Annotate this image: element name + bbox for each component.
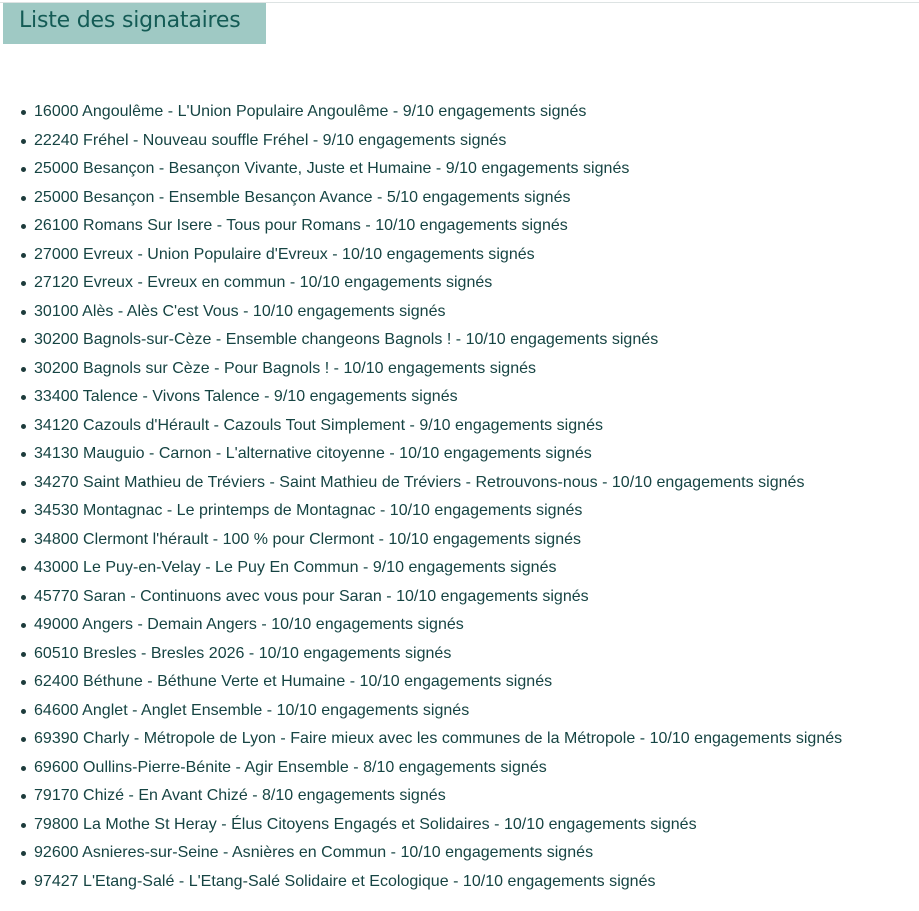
bullet-icon [21, 538, 26, 543]
list-item [0, 241, 842, 270]
list-item-text: 62400 Béthune - Béthune Verte et Humaine - 10/10 engagements signés [34, 673, 553, 690]
list-item [0, 98, 842, 127]
list-item [0, 212, 842, 241]
bullet-icon [21, 680, 26, 685]
bullet-icon [21, 823, 26, 828]
list-item [0, 811, 842, 840]
list-item [0, 326, 842, 355]
list-item [0, 355, 842, 384]
bullet-icon [21, 595, 26, 600]
list-item [0, 697, 842, 726]
list-item [0, 497, 842, 526]
list-item [0, 868, 842, 897]
bullet-icon [21, 851, 26, 856]
bullet-icon [21, 652, 26, 657]
list-item [0, 725, 842, 754]
list-item [0, 611, 842, 640]
list-item-text: 27000 Evreux - Union Populaire d'Evreux - 10/10 engagements signés [34, 245, 535, 263]
list-item-text: 30200 Bagnols sur Cèze - Pour Bagnols ! - 10/10 engagements signés [34, 359, 537, 377]
bullet-icon [21, 139, 26, 144]
list-item-text: 33400 Talence - Vivons Talence - 9/10 engagements signés [34, 388, 458, 405]
list-item [0, 839, 842, 868]
list-item [0, 269, 842, 298]
list-item [0, 554, 842, 583]
list-item-text: 34530 Montagnac - Le printemps de Montagnac - 10/10 engagements signés [34, 502, 583, 519]
list-item-text: 97427 L'Etang-Salé - L'Etang-Salé Solidaire et Ecologique - 10/10 engagements signés [34, 872, 656, 890]
list-item-text: 30100 Alès - Alès C'est Vous - 10/10 engagements signés [34, 302, 446, 320]
list-item-text: 79800 La Mothe St Heray - Élus Citoyens Engagés et Solidaires - 10/10 engagements signés [34, 815, 697, 833]
bullet-icon [21, 709, 26, 714]
list-item-text: 60510 Bresles - Bresles 2026 - 10/10 engagements signés [34, 644, 452, 662]
bullet-icon [21, 424, 26, 429]
bullet-icon [21, 566, 26, 571]
list-item [0, 440, 842, 469]
list-item [0, 383, 842, 412]
list-item [0, 127, 842, 156]
bullet-icon [21, 338, 26, 343]
bullet-icon [21, 110, 26, 115]
list-item-text: 92600 Asnieres-sur-Seine - Asnières en Commun - 10/10 engagements signés [34, 844, 594, 861]
bullet-icon [21, 794, 26, 799]
list-item-text: 16000 Angoulême - L'Union Populaire Angoulême - 9/10 engagements signés [34, 103, 587, 120]
list-item [0, 412, 842, 441]
list-item [0, 583, 842, 612]
bullet-icon [21, 310, 26, 315]
bullet-icon [21, 367, 26, 372]
list-item-text: 27120 Evreux - Evreux en commun - 10/10 engagements signés [34, 274, 493, 291]
list-item-text: 45770 Saran - Continuons avec vous pour Saran - 10/10 engagements signés [34, 587, 589, 605]
list-item [0, 668, 842, 697]
list-item [0, 754, 842, 783]
bullet-icon [21, 395, 26, 400]
bullet-icon [21, 880, 26, 885]
signatories-list [0, 98, 842, 896]
list-item-text: 30200 Bagnols-sur-Cèze - Ensemble changeons Bagnols ! - 10/10 engagements signés [34, 331, 659, 348]
list-item-text: 69600 Oullins-Pierre-Bénite - Agir Ensemble - 8/10 engagements signés [34, 758, 547, 776]
bullet-icon [21, 737, 26, 742]
bullet-icon [21, 224, 26, 229]
list-item-text: 49000 Angers - Demain Angers - 10/10 engagements signés [34, 616, 464, 633]
list-item-text: 69390 Charly - Métropole de Lyon - Faire mieux avec les communes de la Métropole - 10/10 engagements signés [34, 730, 843, 747]
list-item-text: 25000 Besançon - Besançon Vivante, Juste et Humaine - 9/10 engagements signés [34, 160, 630, 177]
list-item [0, 298, 842, 327]
bullet-icon [21, 253, 26, 258]
bullet-icon [21, 281, 26, 286]
list-item-text: 34130 Mauguio - Carnon - L'alternative citoyenne - 10/10 engagements signés [34, 445, 592, 462]
bullet-icon [21, 481, 26, 486]
bullet-icon [21, 196, 26, 201]
list-item-text: 43000 Le Puy-en-Velay - Le Puy En Commun - 9/10 engagements signés [34, 559, 557, 576]
bullet-icon [21, 452, 26, 457]
list-item [0, 469, 842, 498]
bullet-icon [21, 509, 26, 514]
list-item [0, 184, 842, 213]
page-title: Liste des signataires [19, 8, 241, 33]
list-item-text: 25000 Besançon - Ensemble Besançon Avance - 5/10 engagements signés [34, 188, 571, 206]
list-item-text: 34800 Clermont l'hérault - 100 % pour Clermont - 10/10 engagements signés [34, 530, 582, 548]
bullet-icon [21, 167, 26, 172]
bullet-icon [21, 623, 26, 628]
list-item-text: 64600 Anglet - Anglet Ensemble - 10/10 engagements signés [34, 701, 470, 719]
list-item-text: 79170 Chizé - En Avant Chizé - 8/10 engagements signés [34, 787, 446, 804]
list-item-text: 26100 Romans Sur Isere - Tous pour Romans - 10/10 engagements signés [34, 217, 568, 234]
list-item [0, 640, 842, 669]
list-item-text: 22240 Fréhel - Nouveau souffle Fréhel - 9/10 engagements signés [34, 131, 507, 149]
list-item [0, 782, 842, 811]
bullet-icon [21, 766, 26, 771]
list-item [0, 526, 842, 555]
list-item-text: 34270 Saint Mathieu de Tréviers - Saint Mathieu de Tréviers - Retrouvons-nous - 10/10 engagements signés [34, 473, 805, 491]
list-item [0, 155, 842, 184]
section-header [3, 3, 266, 44]
list-item-text: 34120 Cazouls d'Hérault - Cazouls Tout Simplement - 9/10 engagements signés [34, 416, 604, 434]
